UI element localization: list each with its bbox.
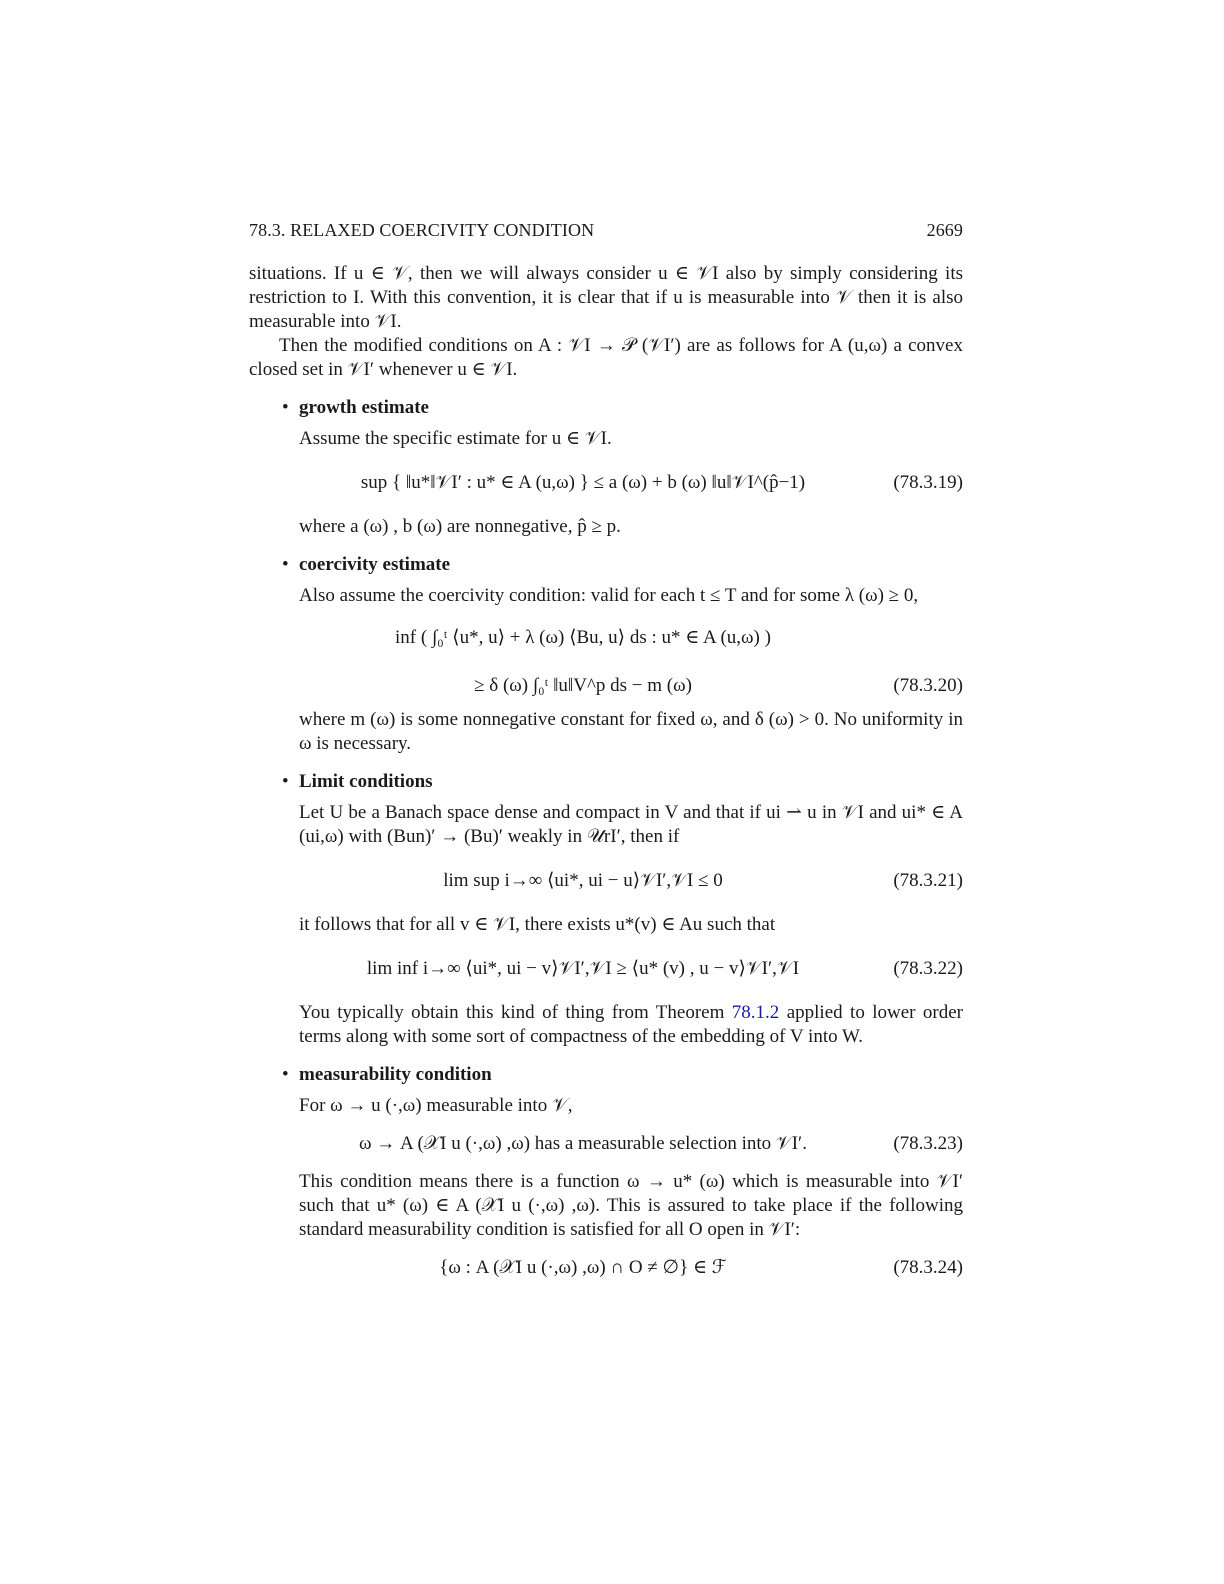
after-text-pre: You typically obtain this kind of thing from Theorem	[299, 1002, 725, 1023]
bullet-icon: •	[282, 397, 289, 418]
after-text-post: applied to lower order terms along with some sort of compactness of the embedding of V into W.	[299, 1002, 964, 1047]
intro-paragraph-2: Then the modified conditions on A : 𝒱I → 𝒫 (𝒱I′) are as follows for A (u,ω) a convex closed set in 𝒱I′ whenever u ∈ 𝒱I.	[249, 335, 963, 380]
item-lead: Also assume the coercivity condition: valid for each t ≤ T and for some λ (ω) ≥ 0,	[299, 585, 919, 606]
equation-body: lim sup i→∞ ⟨ui*, ui − u⟩𝒱I′,𝒱I ≤ 0	[443, 870, 723, 891]
list-item-measurability	[249, 1063, 963, 1280]
bullet-icon: •	[282, 771, 289, 792]
bullet-icon: •	[282, 554, 289, 575]
item-title: coercivity estimate	[299, 554, 451, 575]
section-title: 78.3. RELAXED COERCIVITY CONDITION	[249, 220, 595, 240]
item-lead: Assume the specific estimate for u ∈ 𝒱I.	[299, 428, 612, 449]
equation	[299, 863, 963, 899]
theorem-link[interactable]: 78.1.2	[731, 1002, 780, 1023]
running-header	[249, 218, 963, 244]
item-lead: For ω → u (·,ω) measurable into 𝒱,	[299, 1095, 573, 1116]
equation-body: ω → A (𝒳I u (·,ω) ,ω) has a measurable selection into 𝒱I′.	[359, 1133, 807, 1154]
equation	[299, 1132, 963, 1156]
item-title: Limit conditions	[299, 771, 433, 792]
equation-line-1: inf ( ∫₀ᵗ ⟨u*, u⟩ + λ (ω) ⟨Bu, u⟩ ds : u* ∈ A (u,ω) )	[395, 627, 771, 648]
equation	[299, 951, 963, 987]
equation-number: (78.3.19)	[893, 472, 963, 493]
list-item-coercivity	[249, 553, 963, 756]
item-title: measurability condition	[299, 1064, 492, 1085]
equation-number: (78.3.21)	[893, 870, 963, 891]
bullet-icon: •	[282, 1064, 289, 1085]
condition-list	[249, 396, 963, 1280]
equation-body: lim inf i→∞ ⟨ui*, ui − v⟩𝒱I′,𝒱I ≥ ⟨u* (v) , u − v⟩𝒱I′,𝒱I	[366, 958, 800, 979]
page-number: 2669	[926, 220, 963, 240]
equation-number: (78.3.24)	[893, 1257, 963, 1278]
equation-number: (78.3.23)	[893, 1133, 963, 1154]
equation-number: (78.3.20)	[893, 675, 963, 696]
item-after: where m (ω) is some nonnegative constant for fixed ω, and δ (ω) > 0. No uniformity in ω is necessary.	[299, 709, 963, 754]
item-mid: This condition means there is a function ω → u* (ω) which is measurable into 𝒱I′ such that u* (ω) ∈ A (𝒳I u (·,ω) ,ω). This is assured to take place if the following standard measurability condition is satisfied for all O open in 𝒱I′:	[299, 1171, 963, 1240]
equation-body: {ω : A (𝒳I u (·,ω) ,ω) ∩ O ≠ ∅} ∈ ℱ	[439, 1257, 727, 1278]
equation-line-2: ≥ δ (ω) ∫₀ᵗ ‖u‖V^p ds − m (ω)	[474, 675, 692, 696]
equation-number: (78.3.22)	[893, 958, 963, 979]
equation	[299, 465, 963, 501]
item-lead: Let U be a Banach space dense and compact in V and that if ui ⇀ u in 𝒱I and ui* ∈ A (ui,ω) with (Bun)′ → (Bu)′ weakly in 𝒰rI′, then if	[299, 802, 963, 847]
item-title: growth estimate	[299, 397, 429, 418]
equation	[299, 1256, 963, 1280]
intro-paragraph-1: situations. If u ∈ 𝒱, then we will always consider u ∈ 𝒱I also by simply considering its restriction to I. With this convention, it is clear that if u is measurable into 𝒱 then it is also measurable into 𝒱I.	[249, 263, 963, 332]
equation	[299, 618, 963, 698]
item-after	[299, 1001, 963, 1049]
item-mid: it follows that for all v ∈ 𝒱I, there exists u*(v) ∈ Au such that	[299, 914, 776, 935]
list-item-limit	[249, 770, 963, 1049]
item-after: where a (ω) , b (ω) are nonnegative, p̂ ≥ p.	[299, 516, 621, 537]
equation-body: sup { ‖u*‖𝒱I′ : u* ∈ A (u,ω) } ≤ a (ω) + b (ω) ‖u‖𝒱I^(p̂−1)	[360, 472, 806, 493]
list-item-growth	[249, 396, 963, 539]
page	[249, 218, 963, 1294]
